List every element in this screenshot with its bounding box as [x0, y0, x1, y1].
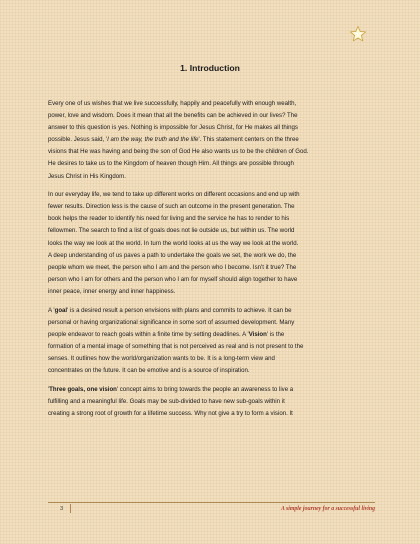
- text-run: ' is the: [266, 330, 285, 338]
- text-line: [48, 286, 375, 298]
- chapter-body: [48, 98, 375, 426]
- text-run: book helps the reader to identify his need for living and the service he has to render to his: [48, 215, 290, 223]
- text-line: [48, 250, 375, 262]
- text-line: [48, 134, 375, 146]
- text-run: inner peace, inner energy and inner happiness.: [48, 287, 176, 295]
- text-run: ' is a desired result a person envisions with plans and commits to achieve. It can be: [67, 306, 292, 314]
- text-line: [48, 110, 375, 122]
- text-run: Every one of us wishes that we live successfully, happily and peacefully with enough wealth,: [48, 100, 297, 107]
- text-line: [48, 146, 375, 158]
- running-footer-title: A simple journey for a successful living: [280, 506, 375, 512]
- text-run: visions that He was having and being the son of God He also wants us to be the children of God.: [48, 148, 309, 156]
- text-run: A ': [48, 306, 55, 314]
- text-run: fewer results. Direction less is the cause of such an outcome in the present generation. The: [48, 203, 295, 211]
- text-run: In our everyday life, we tend to take up different works on different occasions and end up with: [48, 191, 300, 199]
- text-line: [48, 341, 375, 353]
- page-number: 3: [60, 506, 64, 512]
- text-line: [48, 189, 375, 201]
- text-run: ': [48, 385, 50, 393]
- text-line: [48, 238, 375, 250]
- text-line: [48, 396, 375, 408]
- text-run: He desires to take us to the Kingdom of heaven though Him. All things are possible through: [48, 160, 294, 168]
- text-run: people whom we meet, the person who I am and the person who I become. Isn't it true? The: [48, 263, 297, 271]
- text-line: [48, 305, 375, 317]
- text-line: [48, 225, 375, 237]
- page-number-divider: [70, 504, 71, 513]
- text-run: A deep understanding of us paves a path to undertake the goals we set, the work we do, the: [48, 251, 297, 259]
- star-icon: [349, 25, 367, 43]
- text-run: senses. It outlines how the world/organization wants to be. It is a long-term view and: [48, 354, 275, 362]
- text-line: [48, 262, 375, 274]
- quoted-phrase: I am the way, the truth and the life: [107, 136, 199, 144]
- text-line: [48, 408, 375, 420]
- text-line: [48, 122, 375, 134]
- text-run: concentrates on the future. It can be emotive and is a source of inspiration.: [48, 366, 250, 374]
- text-run: person who I am for others and the person who I am for myself should align together to have: [48, 275, 298, 283]
- text-run: power, love and wisdom. Does it mean that all the benefits can be achieved in our lives? The: [48, 112, 298, 120]
- bold-term: Vision: [248, 330, 267, 338]
- text-line: [48, 365, 375, 377]
- text-line: [48, 384, 375, 396]
- bold-term: goal: [54, 306, 68, 314]
- body-paragraph: [48, 305, 375, 378]
- page-footer: [48, 502, 375, 513]
- text-run: looks the way we look at the world. In turn the world looks at us the way we look at the world.: [48, 239, 299, 247]
- text-run: answer to this question is yes. Nothing is impossible for Jesus Christ, for He makes all things: [48, 124, 298, 132]
- body-paragraph: [48, 98, 375, 183]
- text-run: personal or having organizational significance in some sort of assumed development. Many: [48, 318, 295, 326]
- text-line: [48, 171, 375, 183]
- text-line: [48, 317, 375, 329]
- text-line: [48, 213, 375, 225]
- text-run: Jesus Christ in His Kingdom.: [48, 172, 126, 180]
- text-run: ' concept aims to bring towards the people an awareness to live a: [116, 385, 294, 393]
- body-paragraph: [48, 384, 375, 420]
- text-run: creating a strong root of growth for a lifetime success. Why not give a try to form a vision. It: [48, 409, 293, 417]
- body-paragraph: [48, 189, 375, 298]
- text-line: [48, 201, 375, 213]
- text-line: [48, 158, 375, 170]
- text-run: fellowmen. The search to find a list of goals does not lie outside us, but within us. The world: [48, 227, 295, 235]
- bold-term: Three goals, one vision: [49, 385, 117, 393]
- text-run: possible. Jesus said, ': [48, 136, 108, 144]
- text-line: [48, 274, 375, 286]
- text-line: [48, 353, 375, 365]
- text-run: formation of a mental image of something that is not perceived as real and is not present to the: [48, 342, 304, 350]
- text-run: fulfilling and a meaningful life. Goals may be sub-divided to have new sub-goals within it: [48, 397, 285, 405]
- text-run: people endeavor to reach goals within a finite time by setting deadlines. A ': [48, 330, 249, 338]
- text-line: [48, 98, 375, 110]
- text-run: '. This statement centers on the three: [198, 136, 299, 144]
- chapter-heading: 1. Introduction: [180, 63, 240, 73]
- text-line: [48, 329, 375, 341]
